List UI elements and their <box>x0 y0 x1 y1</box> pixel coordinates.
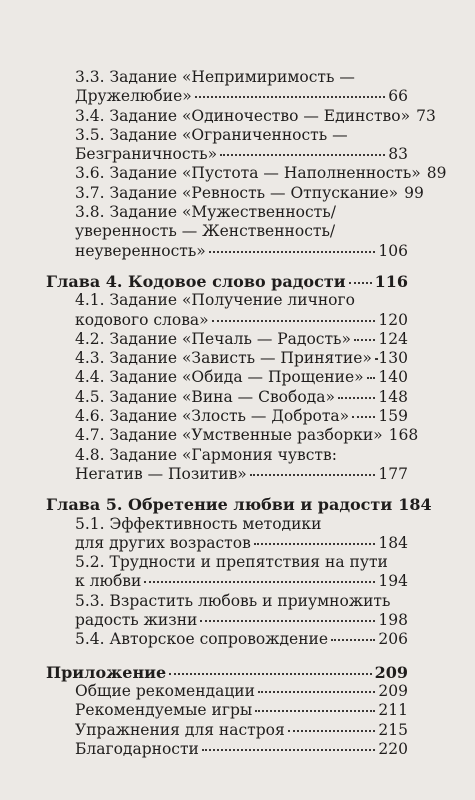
entry-title: 5.3. Взрастить любовь и приумножить <box>75 591 391 610</box>
page-number: 206 <box>378 630 408 649</box>
toc-entry-5-3-cont <box>0 611 475 630</box>
entry-title: 4.3. Задание «Зависть — Принятие» <box>75 349 372 368</box>
toc-entry-4-2 <box>0 330 475 349</box>
entry-title: 5.1. Эффективность методики <box>75 514 322 533</box>
entry-title: 4.1. Задание «Получение личного <box>75 291 355 310</box>
toc-entry-5-3 <box>0 592 475 611</box>
dot-leader <box>338 396 375 399</box>
entry-title: 3.6. Задание «Пустота — Наполненность» <box>75 164 421 183</box>
page-number: 148 <box>378 387 408 406</box>
toc-entry-4-8-cont <box>0 465 475 484</box>
dot-leader <box>258 690 375 693</box>
entry-title: Дружелюбие» <box>75 87 192 106</box>
page-number: 130 <box>378 349 408 368</box>
page-number: 73 <box>416 106 436 125</box>
entry-title: Благодарности <box>75 739 199 758</box>
entry-title: 4.4. Задание «Обида — Прощение» <box>75 368 364 387</box>
entry-title: 4.6. Задание «Злость — Доброта» <box>75 407 350 426</box>
toc-entry-3-8 <box>0 203 475 222</box>
dot-leader <box>352 415 375 418</box>
page-number: 159 <box>378 407 408 426</box>
toc-entry-3-5 <box>0 126 475 145</box>
page-number: 140 <box>378 368 408 387</box>
toc-appendix-2 <box>0 701 475 720</box>
toc-entry-3-8-cont2 <box>0 242 475 261</box>
toc-entry-3-7 <box>0 184 475 203</box>
toc-entry-5-2-cont <box>0 572 475 591</box>
toc-entry-4-3 <box>0 349 475 368</box>
entry-title: Безграничность» <box>75 145 218 164</box>
entry-title: 3.5. Задание «Ограниченность — <box>75 125 348 144</box>
page-number: 209 <box>378 681 408 700</box>
page-number: 209 <box>374 662 408 682</box>
page-number: 177 <box>378 464 408 483</box>
entry-title: 3.4. Задание «Одиночество — Единство» <box>75 106 411 125</box>
entry-title: 4.2. Задание «Печаль — Радость» <box>75 329 351 348</box>
entry-title: Общие рекомендации <box>75 681 255 700</box>
entry-title: 4.5. Задание «Вина — Свобода» <box>75 387 335 406</box>
page-number: 120 <box>378 310 408 329</box>
dot-leader <box>375 357 376 360</box>
page-number: 168 <box>388 426 419 445</box>
page-number: 215 <box>378 720 408 739</box>
toc-entry-4-1-cont <box>0 311 475 330</box>
dot-leader <box>195 95 386 98</box>
entry-title: 5.2. Трудности и препятствия на пути <box>75 553 388 572</box>
entry-title: радость жизни <box>75 611 198 630</box>
dot-leader <box>202 748 376 751</box>
dot-leader <box>349 281 372 284</box>
page-number: 124 <box>378 329 408 348</box>
entry-title: 4.7. Задание «Умственные разборки» <box>75 426 383 445</box>
chapter-title: Глава 4. Кодовое слово радости <box>46 271 346 291</box>
chapter-title: Приложение <box>46 662 167 682</box>
dot-leader <box>144 580 375 583</box>
toc-chapter-4 <box>0 272 475 291</box>
toc-entry-3-8-cont <box>0 222 475 241</box>
dot-leader <box>331 638 375 641</box>
entry-title: кодового слова» <box>75 310 209 329</box>
page-number: 106 <box>378 241 408 260</box>
entry-title: 4.8. Задание «Гармония чувств: <box>75 445 337 464</box>
entry-title: 3.7. Задание «Ревность — Отпускание» <box>75 183 399 202</box>
spacer <box>0 484 475 495</box>
toc-entry-4-1 <box>0 291 475 310</box>
page-number: 66 <box>388 87 408 106</box>
entry-title: 3.3. Задание «Непримиримость — <box>75 68 355 86</box>
entry-title: для других возрастов <box>75 533 251 552</box>
entry-title: Упражнения для настроя <box>75 720 285 739</box>
dot-leader <box>254 542 376 545</box>
entry-title: неуверенность» <box>75 241 206 260</box>
toc-appendix <box>0 663 475 682</box>
page-number: 99 <box>404 183 424 202</box>
toc-entry-5-4 <box>0 630 475 649</box>
entry-title: 5.4. Авторское сопровождение <box>75 630 329 649</box>
toc-entry-4-5 <box>0 388 475 407</box>
entry-title: 3.8. Задание «Мужественность/ <box>75 203 336 222</box>
dot-leader <box>200 619 375 622</box>
page-number: 220 <box>378 739 408 758</box>
page-number: 194 <box>378 572 408 591</box>
dot-leader <box>255 709 375 712</box>
chapter-title: Глава 5. Обретение любви и радости <box>46 495 393 515</box>
toc-appendix-3 <box>0 721 475 740</box>
dot-leader <box>367 376 376 379</box>
toc-entry-5-1-cont <box>0 534 475 553</box>
entry-title: к любви <box>75 572 142 591</box>
page-number: 83 <box>388 145 408 164</box>
entry-title: Негатив — Позитив» <box>75 464 247 483</box>
entry-title: Рекомендуемые игры <box>75 701 253 720</box>
toc-entry-4-4 <box>0 368 475 387</box>
toc-appendix-4 <box>0 740 475 759</box>
dot-leader <box>212 319 376 322</box>
spacer <box>0 261 475 272</box>
toc-entry-4-8 <box>0 446 475 465</box>
page-number: 211 <box>378 701 408 720</box>
dot-leader <box>220 153 385 156</box>
toc-entry-3-3 <box>0 68 475 87</box>
toc-entry-3-6 <box>0 164 475 183</box>
dot-leader <box>209 250 376 253</box>
dot-leader <box>169 672 371 675</box>
dot-leader <box>288 729 376 732</box>
page-number: 184 <box>398 495 432 515</box>
toc-entry-5-2 <box>0 553 475 572</box>
page-number: 116 <box>374 271 408 291</box>
toc-entry-3-5-cont <box>0 145 475 164</box>
toc-entry-3-4 <box>0 107 475 126</box>
toc-entry-4-7 <box>0 426 475 445</box>
dot-leader <box>250 473 376 476</box>
page-number: 89 <box>426 164 447 183</box>
dot-leader <box>354 338 375 341</box>
page-number: 198 <box>378 611 408 630</box>
table-of-contents <box>0 68 475 759</box>
toc-appendix-1 <box>0 682 475 701</box>
page-number: 184 <box>378 533 408 552</box>
toc-chapter-5 <box>0 495 475 514</box>
toc-entry-4-6 <box>0 407 475 426</box>
toc-entry-5-1 <box>0 515 475 534</box>
toc-entry-3-3-cont <box>0 87 475 106</box>
spacer <box>0 650 475 663</box>
entry-title: уверенность — Женственность/ <box>75 222 336 241</box>
